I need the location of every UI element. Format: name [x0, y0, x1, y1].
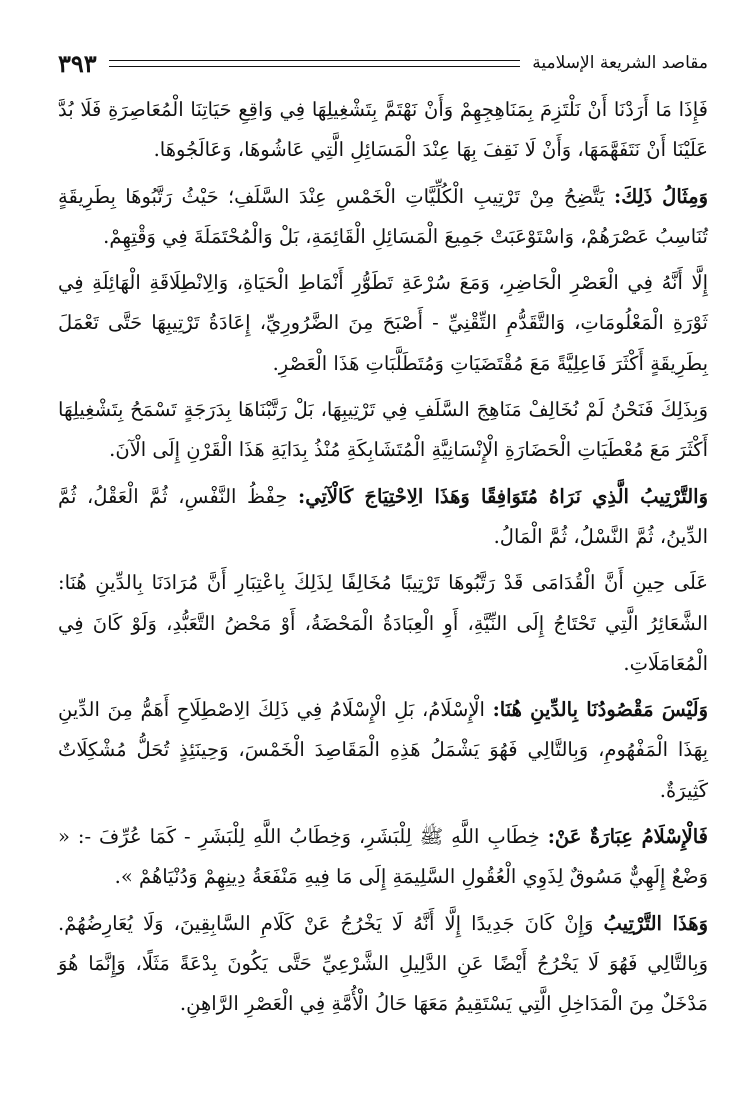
- page-number: ٣٩٣: [58, 48, 97, 78]
- running-header: [58, 46, 708, 80]
- header-double-rule: [109, 60, 521, 67]
- paragraph-text: إِلَّا أَنَّهُ فِي الْعَصْرِ الْحَاضِرِ، وَمَعَ سُرْعَةِ تَطَوُّرِ أَنْمَاطِ الْحَيَاةِ، وَالِانْطِلَاقَةِ الْهَائِلَةِ فِي ثَوْرَةِ الْمَعْلُومَاتِ، وَالتَّقَدُّمِ التِّقْنِيِّ - أَصْبَحَ مِنَ الضَّرُورِيِّ، إِعَادَةُ تَرْتِيبِهَا حَتَّى تَعْمَلَ بِطَرِيقَةٍ أَكْثَرَ فَاعِلِيَّةً مَعَ مُقْتَضَيَاتِ وَمُتَطَلَّبَاتِ هَذَا الْعَصْرِ.: [58, 271, 708, 375]
- paragraph-lead: وَالتَّرْتِيبُ الَّذِي نَرَاهُ مُتَوَافِقًا وَهَذَا الِاحْتِيَاجَ كَالْآتِي:: [298, 484, 708, 508]
- paragraph-text: حِفْظُ النَّفْسِ، ثُمَّ الْعَقْلُ، ثُمَّ الدِّينُ، ثُمَّ النَّسْلُ، ثُمَّ الْمَالُ.: [58, 484, 708, 548]
- paragraph-text: عَلَى حِينِ أَنَّ الْقُدَامَى قَدْ رَتَّبُوهَا تَرْتِيبًا مُخَالِفًا لِذَلِكَ بِاعْتِبَارِ أَنَّ مُرَادَنَا بِالدِّينِ هُنَا: الشَّعَائِرُ الَّتِي تَحْتَاجُ إِلَى النِّيَّةِ، أَوِ الْعِبَادَةُ الْمَحْضَةُ، أَوْ مَحْضُ التَّعَبُّدِ، وَلَوْ كَانَ فِي الْمُعَامَلَاتِ.: [58, 571, 708, 675]
- paragraph-lead: وَلَيْسَ مَقْصُودُنَا بِالدِّينِ هُنَا:: [492, 698, 708, 722]
- paragraph-5: [58, 477, 708, 558]
- paragraph-1: [58, 90, 708, 171]
- paragraph-text: فَإِذَا مَا أَرَدْنَا أَنْ نَلْتَزِمَ بِمَنَاهِجِهِمْ وَأَنْ نَهْتَمَّ بِتَشْغِيلِهَا فِي وَاقِعِ حَيَاتِنَا الْمُعَاصِرَةِ فَلَا بُدَّ عَلَيْنَا أَنْ نَتَفَهَّمَهَا، وَأَنْ لَا نَقِفَ بِهَا عِنْدَ الْمَسَائِلِ الَّتِي عَاشُوهَا، وَعَالَجُوهَا.: [58, 98, 708, 162]
- paragraph-lead: وَهَذَا التَّرْتِيبُ: [603, 911, 708, 935]
- page-body: [58, 90, 708, 1025]
- paragraph-text: وَبِذَلِكَ فَنَحْنُ لَمْ نُخَالِفْ مَنَاهِجَ السَّلَفِ فِي تَرْتِيبِهَا، بَلْ رَتَّبْنَاهَا بِدَرَجَةٍ تَسْمَحُ بِتَشْغِيلِهَا أَكْثَرَ مَعَ مُعْطَيَاتِ الْحَضَارَةِ الْإِنْسَانِيَّةِ الْمُتَشَابِكَةِ مُنْذُ بِدَايَةِ هَذَا الْقَرْنِ إِلَى الْآنَ.: [58, 398, 708, 462]
- paragraph-7: [58, 690, 708, 811]
- book-title: مقاصد الشريعة الإسلامية: [532, 53, 708, 73]
- paragraph-text: الْإِسْلَامُ، بَلِ الْإِسْلَامُ فِي ذَلِكَ الِاصْطِلَاحِ أَهَمُّ مِنَ الدِّينِ بِهَذَا الْمَفْهُومِ، وَبِالتَّالِي فَهُوَ يَشْمَلُ هَذِهِ الْمَقَاصِدَ الْخَمْسَ، وَحِينَئِذٍ تُحَلُّ مُشْكِلَاتٌ كَثِيرَةٌ.: [58, 698, 708, 802]
- paragraph-4: [58, 390, 708, 471]
- paragraph-2: [58, 177, 708, 258]
- paragraph-lead: وَمِثَالُ ذَلِكَ:: [614, 184, 709, 208]
- paragraph-text: يَتَّضِحُ مِنْ تَرْتِيبِ الْكُلِّيَّاتِ الْخَمْسِ عِنْدَ السَّلَفِ؛ حَيْثُ رَتَّبُوهَا بِطَرِيقَةٍ تُنَاسِبُ عَصْرَهُمْ، وَاسْتَوْعَبَتْ جَمِيعَ الْمَسَائِلِ الْقَائِمَةِ، بَلْ وَالْمُحْتَمَلَةَ فِي وَقْتِهِمْ.: [58, 184, 708, 248]
- paragraph-3: [58, 263, 708, 384]
- paragraph-8: [58, 817, 708, 898]
- paragraph-lead: فَالْإِسْلَامُ عِبَارَةٌ عَنْ:: [547, 825, 709, 849]
- paragraph-6: [58, 563, 708, 684]
- paragraph-text: خِطَابِ اللَّهِ ﷺ لِلْبَشَرِ، وَخِطَابُ اللَّهِ لِلْبَشَرِ - كَمَا عُرِّفَ -: « وَضْعٌ إِلَهِيٌّ مَسُوقٌ لِذَوِي الْعُقُولِ السَّلِيمَةِ إِلَى مَا فِيهِ مَنْفَعَةُ دِينِهِمْ وَدُنْيَاهُمْ ».: [58, 825, 708, 889]
- book-page: [58, 46, 708, 1086]
- paragraph-text: وَإِنْ كَانَ جَدِيدًا إِلَّا أَنَّهُ لَا يَخْرُجُ عَنْ كَلَامِ السَّابِقِينَ، وَلَا يُعَارِضُهُمْ. وَبِالتَّالِي فَهُوَ لَا يَخْرُجُ أَيْضًا عَنِ الدَّلِيلِ الشَّرْعِيِّ حَتَّى يَكُونَ بِدْعَةً مَثَلًا، وَإِنَّمَا هُوَ مَدْخَلٌ مِنَ الْمَدَاخِلِ الَّتِي يَسْتَقِيمُ مَعَهَا حَالُ الْأُمَّةِ فِي الْعَصْرِ الرَّاهِنِ.: [58, 911, 708, 1016]
- paragraph-9: [58, 904, 708, 1025]
